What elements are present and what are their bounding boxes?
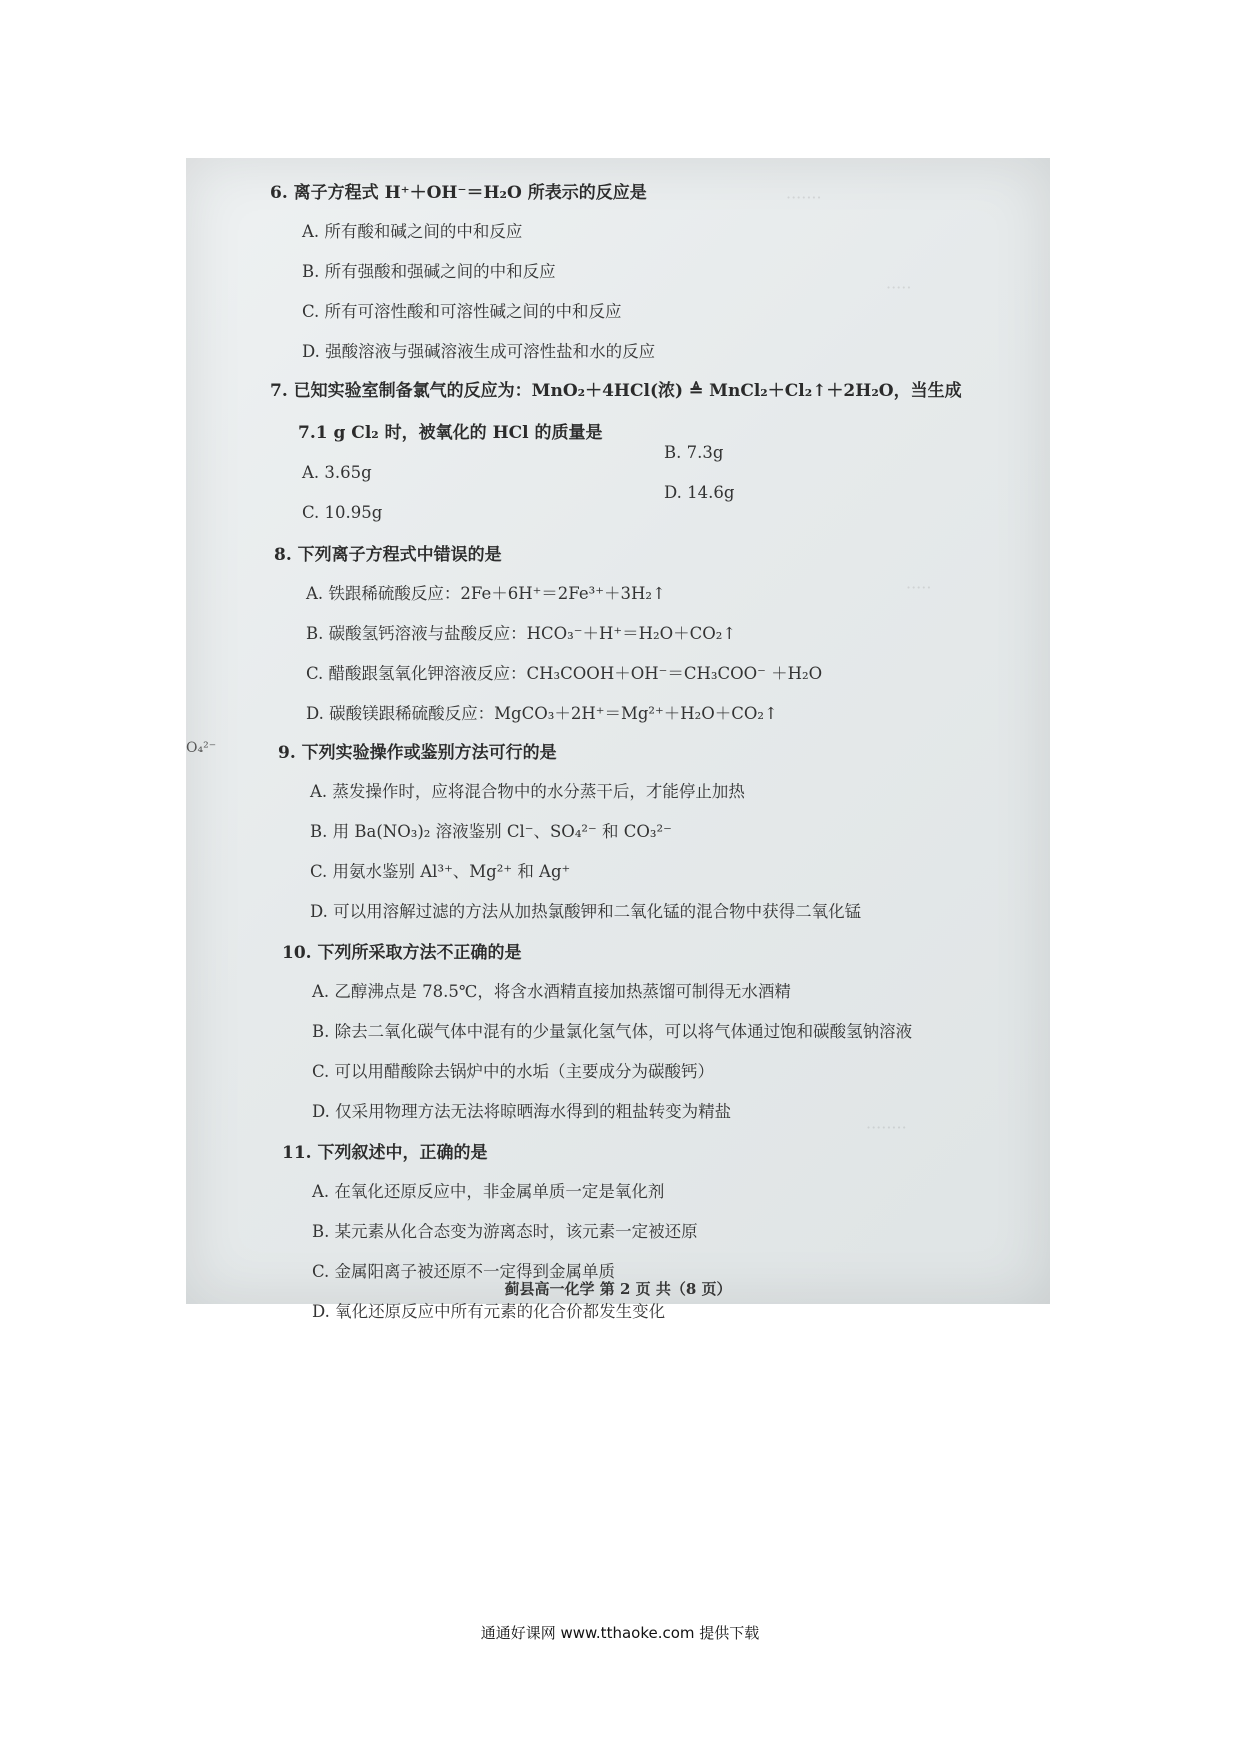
question-10-stem: 10. 下列所采取方法不正确的是 [282, 943, 522, 963]
bleed-through-text: ········ [866, 1118, 907, 1137]
question-7-option-b: B. 7.3g [664, 443, 724, 462]
question-10-option-b: B. 除去二氧化碳气体中混有的少量氯化氢气体，可以将气体通过饱和碳酸氢钠溶液 [312, 1022, 913, 1041]
question-8-option-c: C. 醋酸跟氢氧化钾溶液反应：CH₃COOH＋OH⁻＝CH₃COO⁻ ＋H₂O [306, 664, 823, 683]
question-6-option-a: A. 所有酸和碱之间的中和反应 [302, 222, 523, 241]
page-number-footer: 蓟县高一化学 第 2 页 共（8 页） [504, 1280, 732, 1298]
question-7-stem: 7. 已知实验室制备氯气的反应为：MnO₂＋4HCl(浓) ≜ MnCl₂＋Cl₂↑＋2H₂O，当生成 [270, 381, 962, 401]
question-9-option-b: B. 用 Ba(NO₃)₂ 溶液鉴别 Cl⁻、SO₄²⁻ 和 CO₃²⁻ [310, 822, 672, 841]
question-8-option-b: B. 碳酸氢钙溶液与盐酸反应：HCO₃⁻＋H⁺＝H₂O＋CO₂↑ [306, 624, 737, 643]
bleed-through-text: ····· [886, 278, 912, 297]
question-11-option-b: B. 某元素从化合态变为游离态时，该元素一定被还原 [312, 1222, 698, 1241]
question-6-option-d: D. 强酸溶液与强碱溶液生成可溶性盐和水的反应 [302, 342, 656, 361]
scanned-exam-page [186, 158, 1050, 1321]
question-7-stem-line2: 7.1 g Cl₂ 时，被氧化的 HCl 的质量是 [298, 423, 603, 443]
question-10-option-a: A. 乙醇沸点是 78.5℃，将含水酒精直接加热蒸馏可制得无水酒精 [312, 982, 791, 1001]
question-6-stem: 6. 离子方程式 H⁺＋OH⁻＝H₂O 所表示的反应是 [270, 183, 647, 203]
bleed-through-text: ····· [906, 578, 932, 597]
question-6-option-b: B. 所有强酸和强碱之间的中和反应 [302, 262, 556, 281]
question-7-option-c: C. 10.95g [302, 503, 383, 522]
question-7-option-d: D. 14.6g [664, 483, 735, 502]
question-9-option-d: D. 可以用溶解过滤的方法从加热氯酸钾和二氧化锰的混合物中获得二氧化锰 [310, 902, 862, 921]
question-10-option-d: D. 仅采用物理方法无法将晾晒海水得到的粗盐转变为精盐 [312, 1102, 732, 1121]
question-11-stem: 11. 下列叙述中，正确的是 [282, 1143, 488, 1163]
question-6-option-c: C. 所有可溶性酸和可溶性碱之间的中和反应 [302, 302, 622, 321]
question-8-stem: 8. 下列离子方程式中错误的是 [274, 545, 502, 565]
question-9-stem: 9. 下列实验操作或鉴别方法可行的是 [278, 743, 557, 763]
download-credit: 通通好课网 www.tthaoke.com 提供下载 [480, 1624, 760, 1642]
question-8-option-d: D. 碳酸镁跟稀硫酸反应：MgCO₃＋2H⁺＝Mg²⁺＋H₂O＋CO₂↑ [306, 704, 778, 723]
question-9-option-a: A. 蒸发操作时，应将混合物中的水分蒸干后，才能停止加热 [310, 782, 745, 801]
question-11-option-a: A. 在氧化还原反应中，非金属单质一定是氧化剂 [312, 1182, 665, 1201]
question-10-option-c: C. 可以用醋酸除去锅炉中的水垢（主要成分为碳酸钙） [312, 1062, 715, 1081]
question-11-option-c: C. 金属阳离子被还原不一定得到金属单质 [312, 1262, 616, 1281]
question-7-option-a: A. 3.65g [302, 463, 372, 482]
question-8-option-a: A. 铁跟稀硫酸反应：2Fe＋6H⁺＝2Fe³⁺＋3H₂↑ [306, 584, 666, 603]
question-9-option-c: C. 用氨水鉴别 Al³⁺、Mg²⁺ 和 Ag⁺ [310, 862, 571, 881]
question-11-option-d: D. 氧化还原反应中所有元素的化合价都发生变化 [312, 1302, 666, 1321]
margin-fragment-text: O₄²⁻ [186, 740, 217, 756]
bleed-through-text: ······· [786, 188, 822, 207]
